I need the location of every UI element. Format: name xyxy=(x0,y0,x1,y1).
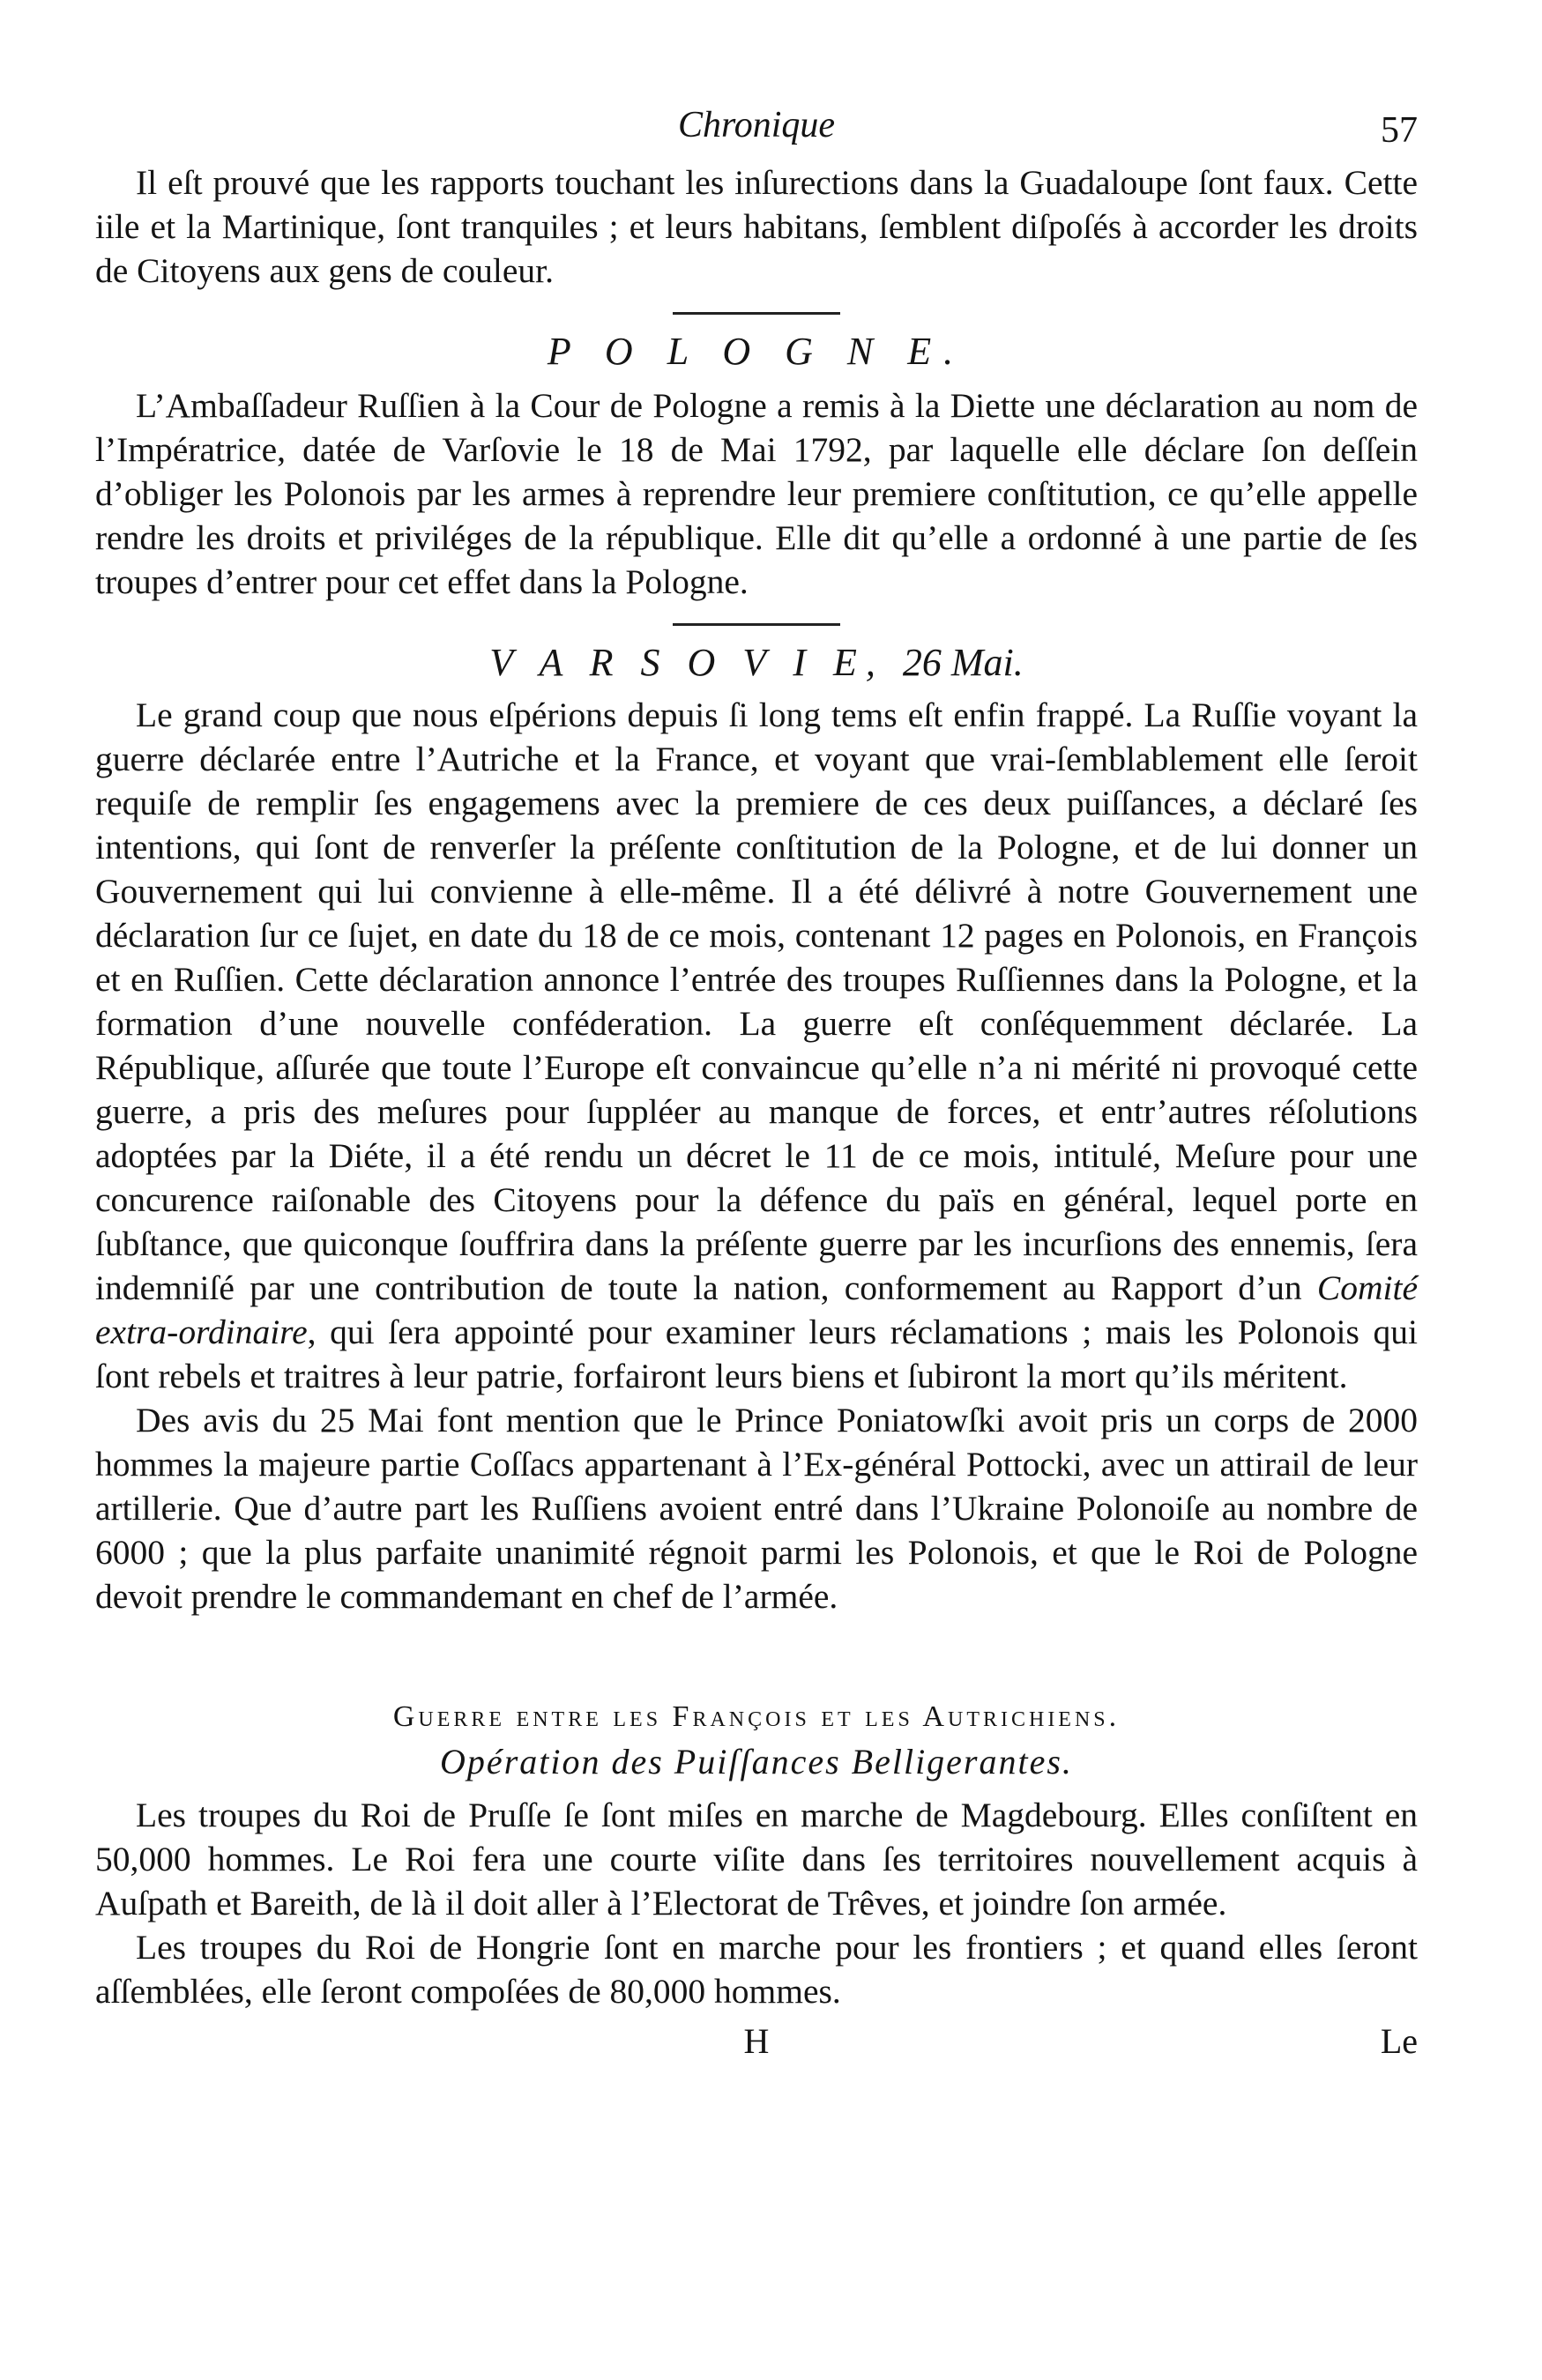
catchword: Le xyxy=(1380,2021,1418,2061)
page xyxy=(95,104,1418,2073)
signature-mark: H xyxy=(743,2021,770,2061)
running-head xyxy=(95,104,1418,160)
dateline-varsovie xyxy=(95,640,1418,686)
page-number: 57 xyxy=(1381,110,1418,151)
section-subheading-guerre: Opération des Puiſſances Belligerantes. xyxy=(440,1742,1073,1781)
comite-italic: Comité extra-ordinaire xyxy=(95,1268,1419,1351)
varsovie-paragraph-2: Des avis du 25 Mai font mention que le Prince Poniatowſki avoit pris un corps de 2000 hommes la majeure partie Coſſacs appartenant à l’Ex-général Pottocki, avec un attirail de leur artillerie. Que d’autre part les Ruſſiens avoient entré dans l’Ukraine Polonoiſe au nombre de 6000 ; que la plus parfaite unanimité régnoit parmi les Polonois, et que le Roi de Pologne devoit prendre le commandemant en chef de l’armée. xyxy=(95,1401,1418,1616)
dateline-place: V A R S O V I E, xyxy=(489,641,884,684)
page-footer xyxy=(95,2020,1418,2073)
section-divider xyxy=(673,623,840,626)
varsovie-paragraph-1 xyxy=(95,693,1418,1398)
pologne-paragraph: L’Ambaſſadeur Ruſſien à la Cour de Pologne a remis à la Diette une déclaration au nom de l’Impératrice, datée de Varſovie le 18 de Mai 1792, par laquelle elle déclare ſon deſſein d’obliger les Polonois par les armes à reprendre leur premiere conſtitution, ce qu’elle appelle rendre les droits et priviléges de la république. Elle dit qu’elle a ordonné à une partie de ſes troupes d’entrer pour cet effet dans la Pologne. xyxy=(95,386,1418,601)
running-title: Chronique xyxy=(677,105,836,145)
guerre-paragraph-2: Les troupes du Roi de Hongrie ſont en marche pour les frontiers ; et quand elles ſeront aſſemblées, elle ſeront compoſées de 80,000 hommes. xyxy=(95,1928,1418,2011)
section-divider xyxy=(673,312,840,315)
dateline-date: 26 Mai. xyxy=(902,641,1024,684)
varsovie-text-after: , qui ſera appointé pour examiner leurs réclamations ; mais les Polonois qui ſont rebels et traitres à leur patrie, forfairont leurs biens et ſubiront la mort qu’ils méritent. xyxy=(95,1313,1418,1395)
section-heading-pologne: P O L O G N E. xyxy=(547,330,966,373)
guadeloupe-paragraph: Il eſt prouvé que les rapports touchant les inſurections dans la Guadaloupe ſont faux. Cette iile et la Martinique, ſont tranquiles ; et leurs habitans, ſemblent diſpoſés à accorder les droits de Citoyens aux gens de couleur. xyxy=(95,163,1418,290)
varsovie-text-before: Le grand coup que nous eſpérions depuis ſi long tems eſt enfin frappé. La Ruſſie voyant la guerre déclarée entre l’Autriche et la France, et voyant que vrai-ſemblablement elle ſeroit requiſe de remplir ſes engagemens avec la premiere de ces deux puiſſances, a déclaré ſes intentions, qui ſont de renverſer la préſente conſtitution de la Pologne, et de lui donner un Gouvernement qui lui convienne à elle-même. Il a été délivré à notre Gouvernement une déclaration ſur ce ſujet, en date du 18 de ce mois, contenant 12 pages en Polonois, en François et en Ruſſien. Cette déclaration annonce l’entrée des troupes Ruſſiennes dans la Pologne, et la formation d’une nouvelle conféderation. La guerre eſt conſéquemment déclarée. La République, aſſurée que toute l’Europe eſt convaincue qu’elle n’a ni mérité ni provoqué cette guerre, a pris des meſures pour ſuppléer au manque de forces, et entr’autres réſolutions adoptées par la Diéte, il a été rendu un décret le 11 de ce mois, intitulé, Meſure pour une concurence raiſonable des Citoyens pour la défence du païs en général, lequel porte en ſubſtance, que quiconque ſouffrira dans la préſente guerre par les incurſions des ennemis, ſera indemniſé par une contribution de toute la nation, conformement au Rapport d’un xyxy=(95,695,1418,1307)
guerre-paragraph-1: Les troupes du Roi de Pruſſe ſe ſont miſes en marche de Magdebourg. Elles conſiſtent en 50,000 hommes. Le Roi fera une courte viſite dans ſes territoires nouvellement acquis à Auſpath et Bareith, de là il doit aller à l’Electorat de Trêves, et joindre ſon armée. xyxy=(95,1796,1418,1923)
section-heading-guerre: Guerre entre les François et les Autrichiens. xyxy=(392,1700,1121,1733)
